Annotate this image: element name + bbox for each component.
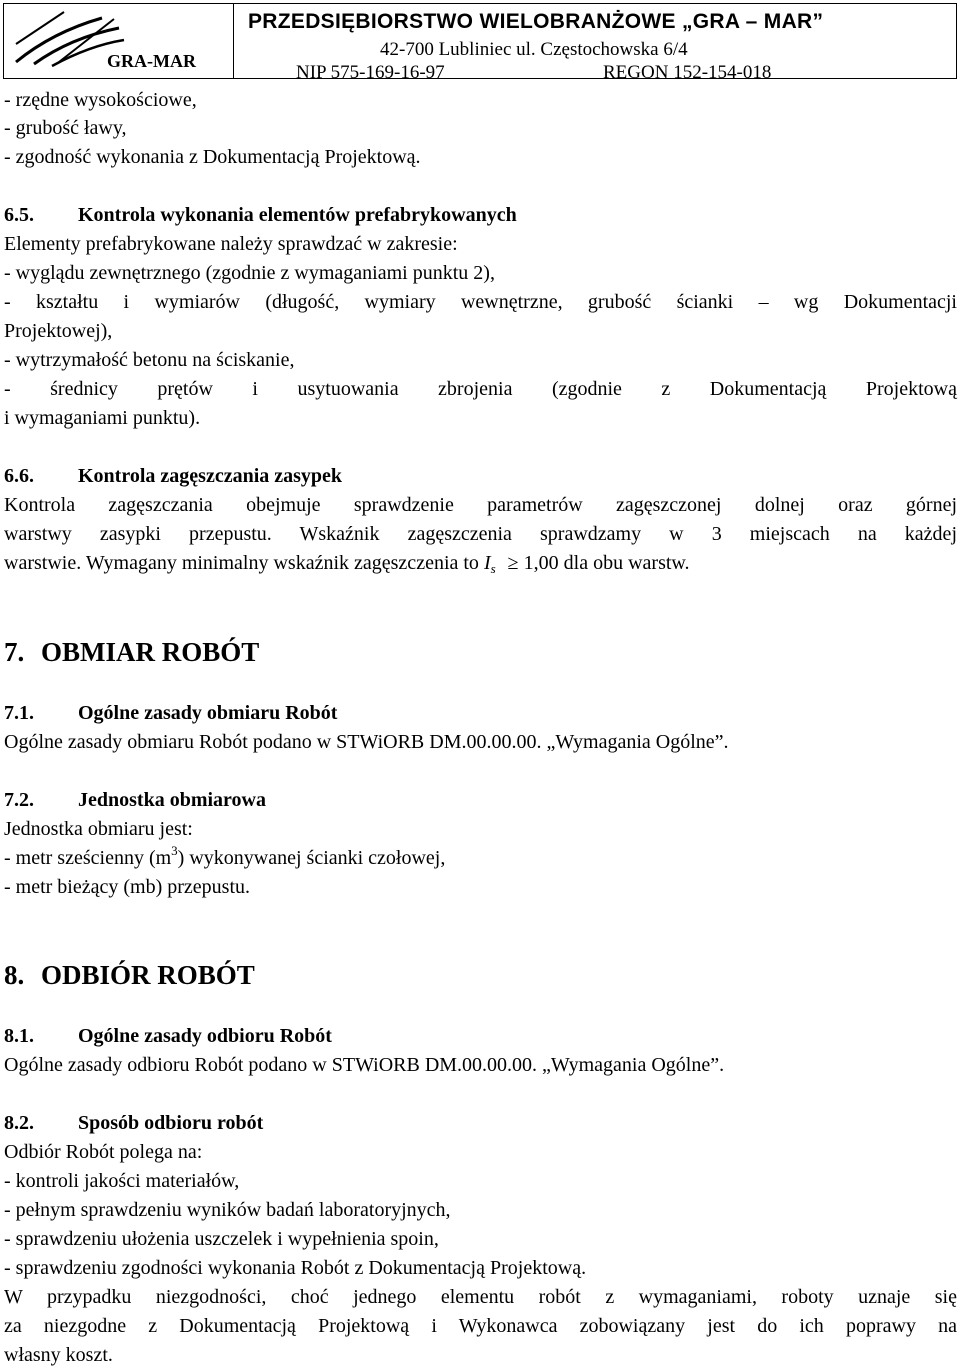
list-item: - sprawdzeniu zgodności wykonania Robót z Dokumentacją Projektową. [4, 1257, 587, 1279]
section-title: Ogólne zasady odbioru Robót [78, 1025, 332, 1047]
section-number: 6.6. [4, 465, 34, 487]
text-run: 1,00 dla obu warstw. [518, 552, 690, 574]
list-item-continuation: i wymaganiami punktu). [4, 407, 201, 429]
paragraph-line: za niezgodne z Dokumentacją Projektową i Wykonawca zobowiązany jest do ich poprawy na [4, 1315, 957, 1337]
chapter-title: ODBIÓR ROBÓT [41, 960, 255, 990]
list-item: - kształtu i wymiarów (długość, wymiary wewnętrzne, grubość ścianki – wg Dokumentacji [4, 291, 957, 313]
section-title: Jednostka obmiarowa [78, 789, 266, 811]
section-number: 8.2. [4, 1112, 34, 1134]
paragraph-line: Elementy prefabrykowane należy sprawdzać w zakresie: [4, 233, 458, 255]
list-item: - kontroli jakości materiałów, [4, 1170, 240, 1192]
paragraph-line: Ogólne zasady odbioru Robót podano w STWiORB DM.00.00.00. „Wymagania Ogólne”. [4, 1054, 725, 1076]
paragraph-line: Kontrola zagęszczania obejmuje sprawdzenie parametrów zagęszczonej dolnej oraz górnej [4, 494, 957, 516]
section-heading-8-2 [4, 1111, 263, 1135]
paragraph-line [4, 551, 690, 575]
paragraph-line: Jednostka obmiaru jest: [4, 818, 193, 840]
company-logo [3, 3, 234, 79]
chapter-number: 7. [4, 637, 25, 667]
chapter-title: OBMIAR ROBÓT [41, 637, 260, 667]
section-title: Sposób odbioru robót [78, 1112, 264, 1134]
list-item: - średnicy prętów i usytuowania zbrojenia (zgodnie z Dokumentacją Projektową [4, 378, 957, 400]
geq-symbol: ≥ [507, 552, 519, 574]
list-item: - sprawdzeniu ułożenia uszczelek i wypełnienia spoin, [4, 1228, 439, 1250]
chapter-heading-8 [4, 959, 255, 991]
paragraph-line: Odbiór Robót polega na: [4, 1141, 203, 1163]
text-run: ) wykonywanej ścianki czołowej, [177, 847, 446, 869]
section-number: 6.5. [4, 204, 34, 226]
paragraph-line: warstwy zasypki przepustu. Wskaźnik zagęszczenia sprawdzamy w 3 miejscach na każdej [4, 523, 957, 545]
section-title: Ogólne zasady obmiaru Robót [78, 702, 338, 724]
section-title: Kontrola zagęszczania zasypek [78, 465, 343, 487]
list-item: - wyglądu zewnętrznego (zgodnie z wymaganiami punktu 2), [4, 262, 495, 284]
paragraph-line: własny koszt. [4, 1344, 113, 1366]
section-heading-8-1 [4, 1024, 332, 1048]
list-item: - pełnym sprawdzeniu wyników badań laboratoryjnych, [4, 1199, 451, 1221]
list-item: - wytrzymałość betonu na ściskanie, [4, 349, 295, 371]
section-heading-7-2 [4, 788, 266, 812]
section-number: 7.2. [4, 789, 34, 811]
text-run: - metr sześcienny (m [4, 847, 172, 869]
list-item: - grubość ławy, [4, 117, 127, 139]
section-heading-6-6 [4, 464, 342, 488]
paragraph-line: Ogólne zasady obmiaru Robót podano w STWiORB DM.00.00.00. „Wymagania Ogólne”. [4, 731, 729, 753]
page-header [0, 0, 960, 83]
list-item [4, 843, 446, 870]
superscript: 3 [171, 843, 178, 858]
list-item: - metr bieżący (mb) przepustu. [4, 876, 251, 898]
company-info [233, 3, 957, 83]
list-item: - rzędne wysokościowe, [4, 89, 197, 111]
chapter-heading-7 [4, 636, 259, 668]
company-address: 42-700 Lubliniec ul. Częstochowska 6/4 [380, 39, 688, 60]
section-heading-6-5 [4, 203, 517, 227]
section-title: Kontrola wykonania elementów prefabrykowanych [78, 204, 517, 226]
paragraph-line: W przypadku niezgodności, choć jednego elementu robót z wymaganiami, roboty uznaje się [4, 1286, 957, 1308]
symbol-subscript: s [490, 561, 496, 576]
logo-text: GRA-MAR [107, 51, 196, 71]
list-item: - zgodność wykonania z Dokumentacją Projektową. [4, 146, 421, 168]
section-number: 7.1. [4, 702, 34, 724]
chapter-number: 8. [4, 960, 25, 990]
company-name: PRZEDSIĘBIORSTWO WIELOBRANŻOWE „GRA – MAR” [248, 10, 824, 33]
text-run: warstwie. Wymagany minimalny wskaźnik zagęszczenia to [4, 552, 484, 574]
company-nip: NIP 575-169-16-97 [296, 62, 445, 83]
company-regon: REGON 152-154-018 [603, 62, 772, 83]
section-number: 8.1. [4, 1025, 34, 1047]
list-item-continuation: Projektowej), [4, 320, 113, 342]
symbol-i: I [483, 552, 491, 574]
section-heading-7-1 [4, 701, 337, 725]
